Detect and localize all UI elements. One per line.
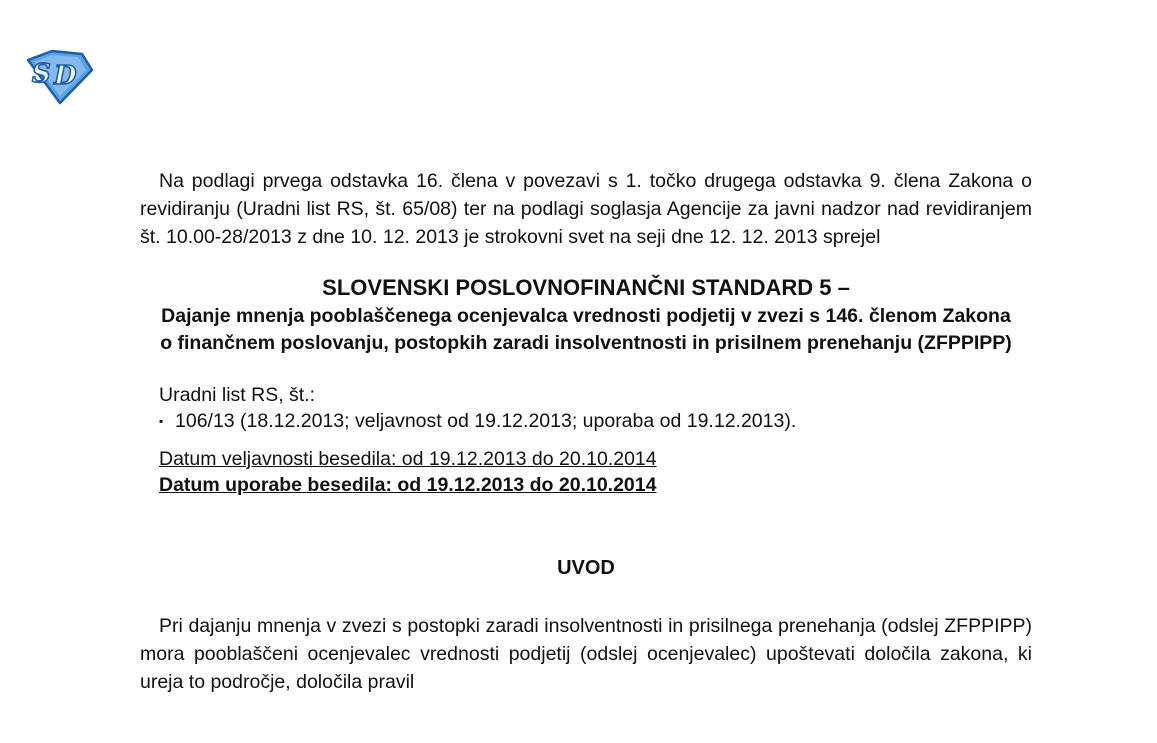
text-dates [140, 446, 1032, 498]
document-body [140, 167, 1032, 696]
standard-title: SLOVENSKI POSLOVNOFINANČNI STANDARD 5 – [322, 275, 850, 300]
gazette-label: Uradni list RS, št.: [159, 384, 316, 406]
gazette-entry-row [159, 408, 1032, 434]
application-date: Datum uporabe besedila: od 19.12.2013 do 20.10.2014 [159, 474, 657, 496]
bullet-icon: ▪ [159, 414, 164, 428]
section-heading: UVOD [557, 557, 615, 579]
gazette-reference [140, 382, 1032, 434]
validity-date: Datum veljavnosti besedila: od 19.12.2013 do 20.10.2014 [159, 448, 657, 470]
section-paragraph: Pri dajanju mnenja v zvezi s postopki zaradi insolventnosti in prisilnega prenehanja (odslej ZFPPIPP) mora pooblaščeni ocenjevalec vrednosti podjetij (odslej ocenjevalec) upoštevati določila zakona, ki ureja to področje, določila pravil [140, 615, 1032, 693]
svg-text:S: S [32, 59, 51, 89]
svg-text:D: D [54, 61, 77, 91]
intro-paragraph: Na podlagi prvega odstavka 16. člena v povezavi s 1. točko drugega odstavka 9. člena Zakona o revidiranju (Uradni list RS, št. 65/08) ter na podlagi soglasja Agencije za javni nadzor nad revidiranjem št. 10.00-28/2013 z dne 10. 12. 2013 je strokovni svet na seji dne 12. 12. 2013 sprejel [140, 170, 1032, 248]
standard-title-block [140, 273, 1032, 357]
standard-subtitle: Dajanje mnenja pooblaščenega ocenjevalca vrednosti podjetij v zvezi s 146. členom Zakona o finančnem poslovanju, postopkih zaradi insolventnosti in prisilnem prenehanju (ZFPPIPP) [160, 305, 1012, 354]
gazette-entry: 106/13 (18.12.2013; veljavnost od 19.12.2013; uporaba od 19.12.2013). [175, 410, 797, 432]
sd-logo-icon [22, 48, 96, 106]
